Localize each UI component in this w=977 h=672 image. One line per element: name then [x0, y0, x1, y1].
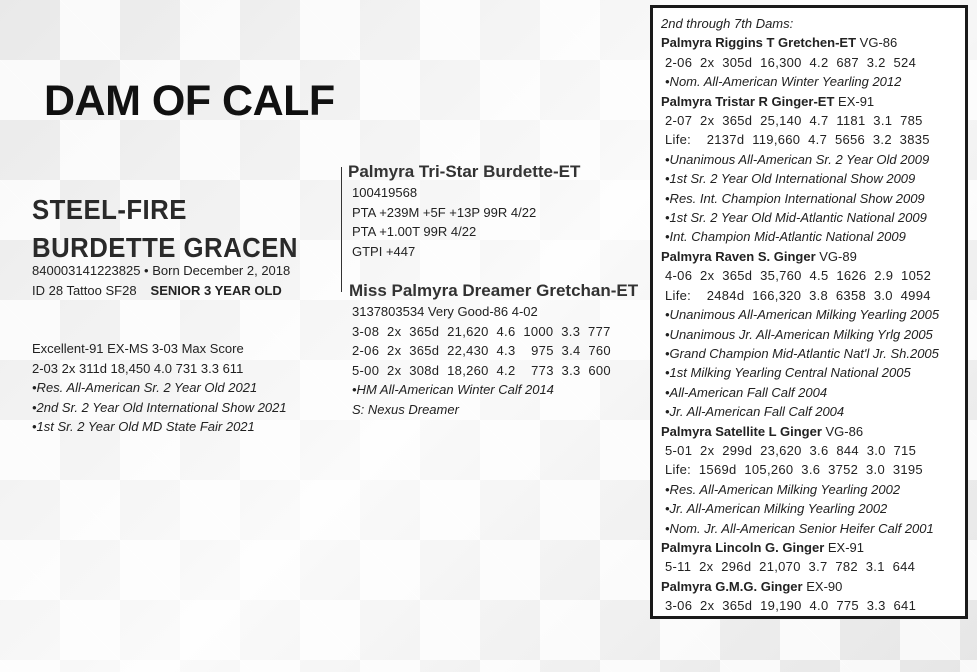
- calf-name-line-2: BURDETTE GRACEN: [32, 232, 298, 263]
- calf-production-line: 2-03 2x 311d 18,450 4.0 731 3.3 611: [32, 360, 244, 376]
- ancestor-dams-list: [661, 14, 939, 616]
- ancestor-dam-header: [661, 92, 939, 111]
- sire-detail-line: GTPI +447: [352, 243, 416, 259]
- calf-id-line: 840003141223825 • Born December 2, 2018: [32, 263, 291, 278]
- ancestor-dam-honor: •Nom. All-American Winter Yearling 2012: [665, 74, 902, 90]
- ancestor-dam-honor: •Jr. All-American Fall Calf 2004: [665, 404, 845, 420]
- ancestor-dam-honor: •Grand Champion Mid-Atlantic Nat'l Jr. Sh.2005: [665, 345, 939, 361]
- dam-record-line: 3-08 2x 365d 21,620 4.6 1000 3.3 777: [352, 323, 611, 339]
- calf-score-line: Excellent-91 EX-MS 3-03 Max Score: [32, 341, 244, 356]
- calf-class: SENIOR 3 YEAR OLD: [150, 282, 282, 298]
- ancestor-dam-honor: •Jr. All-American Milking Yearling 2002: [665, 501, 888, 517]
- calf-tattoo-line: [32, 281, 290, 301]
- calf-honor: •2nd Sr. 2 Year Old International Show 2021: [32, 399, 287, 415]
- ancestor-dam-honor: •Unanimous Jr. All-American Milking Yrlg 2005: [665, 326, 933, 342]
- calf-honor: •1st Sr. 2 Year Old MD State Fair 2021: [32, 419, 255, 434]
- ancestor-dam-name: Palmyra Satellite L Ginger: [661, 423, 822, 439]
- calf-name: [32, 191, 298, 267]
- ancestor-dams-heading: 2nd through 7th Dams:: [661, 16, 794, 31]
- sire-block: [348, 162, 580, 261]
- ancestor-dam-record: Life: 2484d 166,320 3.8 6358 3.0 4994: [665, 287, 931, 303]
- ancestor-dam-name: Palmyra Lincoln G. Ginger: [661, 539, 825, 555]
- dam-honor: •HM All-American Winter Calf 2014: [352, 382, 554, 397]
- dam-record-line: 5-00 2x 308d 18,260 4.2 773 3.3 600: [352, 362, 611, 378]
- ancestor-dam-honor: •Res. Int. Champion International Show 2009: [665, 190, 925, 206]
- ancestor-dam-honor: •Res. All-American Milking Yearling 2002: [665, 481, 901, 497]
- sire-detail-line: PTA +1.00T 99R 4/22: [352, 224, 477, 239]
- ancestor-dam-honor: •Nom. Jr. All-American Senior Heifer Calf 2001: [665, 520, 934, 536]
- ancestor-dam-honor: •1st Sr. 2 Year Old Mid-Atlantic National 2009: [665, 210, 927, 226]
- calf-identification: [32, 261, 290, 300]
- ancestor-dam-honor: •Unanimous All-American Sr. 2 Year Old 2009: [665, 151, 930, 167]
- calf-record: [32, 339, 287, 437]
- sire-details: [352, 183, 580, 261]
- ancestor-dam-header: [661, 247, 939, 266]
- pedigree-bracket: [341, 167, 342, 292]
- ancestor-dam-record: 2-06 2x 305d 16,300 4.2 687 3.2 524: [665, 54, 917, 70]
- dam-block: [349, 281, 638, 419]
- ancestor-dam-header: [661, 33, 939, 52]
- ancestor-dams-box: [650, 5, 968, 619]
- ancestor-dam-score: EX-91: [824, 539, 865, 555]
- ancestor-dam-name: Palmyra Tristar R Ginger-ET: [661, 93, 835, 109]
- ancestor-dam-record: Life: 1569d 105,260 3.6 3752 3.0 3195: [665, 462, 923, 478]
- ancestor-dam-honor: •Int. Champion Mid-Atlantic National 2009: [665, 229, 906, 245]
- dam-name: Miss Palmyra Dreamer Gretchan-ET: [349, 281, 639, 300]
- ancestor-dam-honor: •1st Sr. 2 Year Old International Show 2009: [665, 171, 916, 187]
- ancestor-dam-score: EX-91: [834, 93, 875, 109]
- ancestor-dam-record: 2-07 2x 365d 25,140 4.7 1181 3.1 785: [665, 113, 923, 129]
- sire-name: Palmyra Tri-Star Burdette-ET: [348, 162, 581, 181]
- ancestor-dam-score: VG-89: [815, 248, 857, 264]
- ancestor-dam-honor: •1st Milking Yearling Central National 2005: [665, 365, 911, 381]
- ancestor-dam-name: Palmyra G.M.G. Ginger: [661, 578, 803, 594]
- ancestor-dam-score: VG-86: [856, 35, 898, 51]
- ancestor-dam-header: [661, 422, 939, 441]
- calf-name-line-1: STEEL-FIRE: [32, 194, 187, 225]
- ancestor-dam-honor: •All-American Fall Calf 2004: [665, 384, 828, 400]
- ancestor-dam-name: Palmyra Raven S. Ginger: [661, 248, 816, 264]
- dam-details: [352, 302, 638, 419]
- sire-detail-line: 100419568: [352, 185, 418, 200]
- sire-detail-line: PTA +239M +5F +13P 99R 4/22: [352, 204, 537, 220]
- ancestor-dam-header: [661, 538, 939, 557]
- ancestor-dam-score: EX-90: [802, 578, 843, 594]
- ancestor-dam-record: 5-11 2x 296d 21,070 3.7 782 3.1 644: [665, 559, 916, 575]
- ancestor-dam-record: 3-06 2x 365d 19,190 4.0 775 3.3 641: [665, 598, 917, 614]
- page-title: DAM OF CALF: [44, 77, 335, 125]
- dam-detail-line: 3137803534 Very Good-86 4-02: [352, 304, 538, 319]
- ancestor-dam-score: VG-86: [821, 423, 864, 439]
- ancestor-dam-name: Palmyra Riggins T Gretchen-ET: [661, 35, 857, 51]
- ancestor-dam-honor: •Unanimous All-American Milking Yearling 2005: [665, 307, 940, 323]
- dam-sire: S: Nexus Dreamer: [352, 401, 459, 417]
- ancestor-dam-record: Life: 2137d 119,660 4.7 5656 3.2 3835: [665, 132, 930, 148]
- calf-tattoo: ID 28 Tattoo SF28: [32, 282, 137, 298]
- dam-record-line: 2-06 2x 365d 22,430 4.3 975 3.4 760: [352, 343, 611, 358]
- ancestor-dam-record: 5-01 2x 299d 23,620 3.6 844 3.0 715: [665, 442, 917, 458]
- ancestor-dam-record: 4-06 2x 365d 35,760 4.5 1626 2.9 1052: [665, 268, 932, 284]
- calf-honor: •Res. All-American Sr. 2 Year Old 2021: [32, 380, 258, 395]
- ancestor-dam-header: [661, 577, 939, 596]
